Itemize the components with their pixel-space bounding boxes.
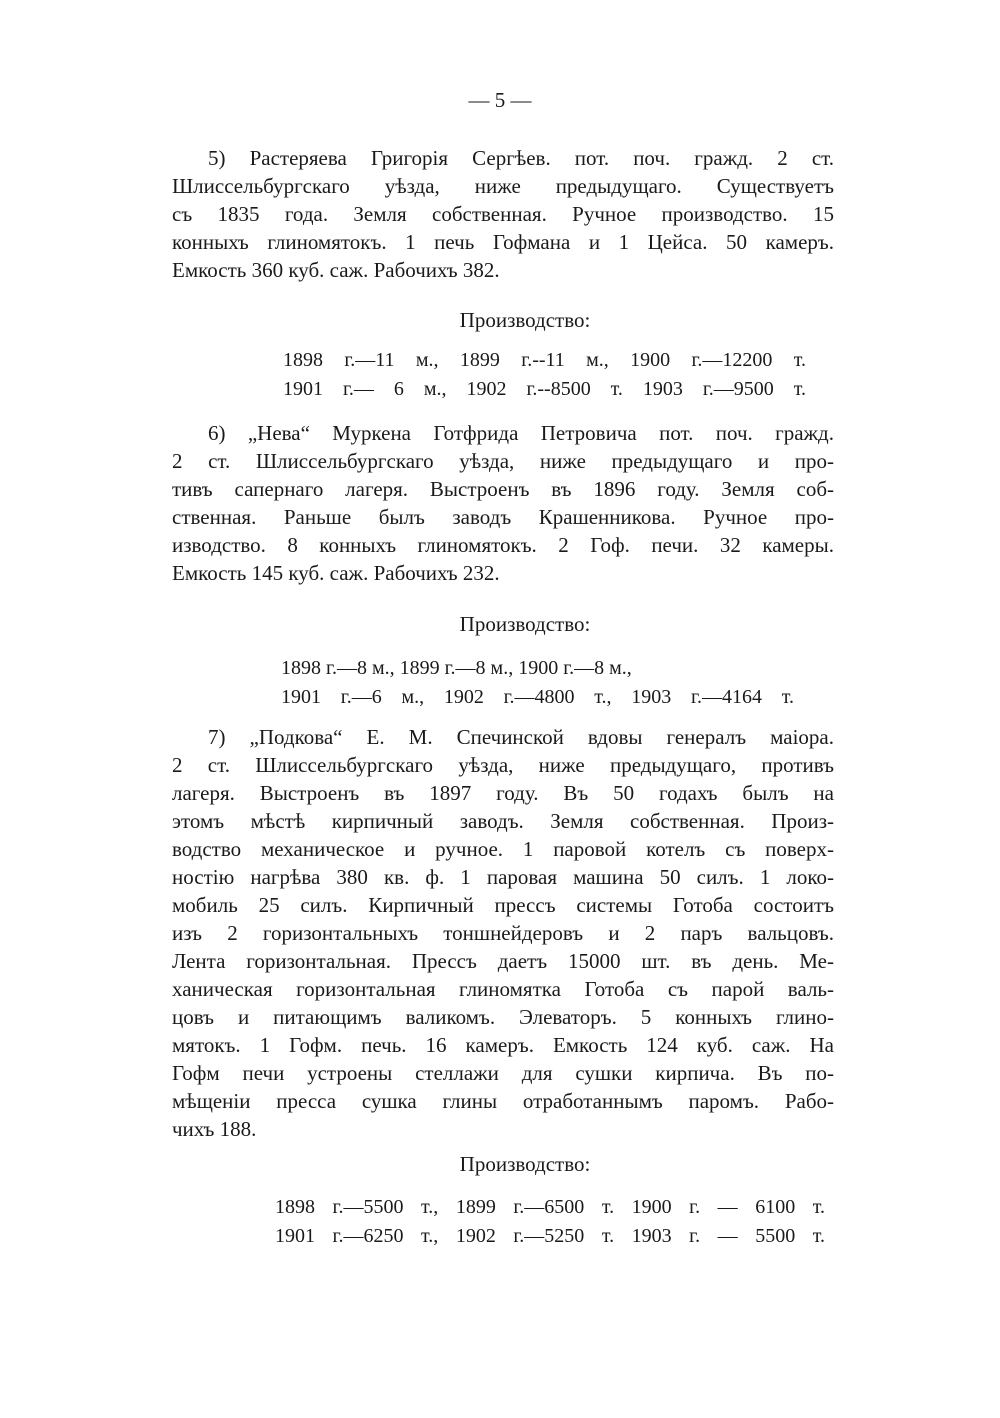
entry-5-paragraph <box>172 144 834 284</box>
production-line: 1901 г.—6 м., 1902 г.—4800 т., 1903 г.—4164 т. <box>281 686 794 708</box>
text-line: Лента горизонтальная. Прессъ даетъ 15000 шт. въ день. Ме- <box>172 949 834 973</box>
entry-6-paragraph <box>172 419 834 587</box>
text-line: тивъ сапернаго лагеря. Выстроенъ въ 1896 году. Земля соб- <box>172 477 834 501</box>
entry-7-paragraph <box>172 723 834 1143</box>
text-line: 5) Растеряева Григорія Сергѣев. пот. поч. гражд. 2 ст. <box>208 146 834 170</box>
production-heading: Производство: <box>459 612 591 636</box>
text-line: этомъ мѣстѣ кирпичный заводъ. Земля собственная. Произ- <box>172 809 834 833</box>
text-line: водство механическое и ручное. 1 паровой котелъ съ поверх- <box>172 837 834 861</box>
production-line: 1898 г.—11 м., 1899 г.--11 м., 1900 г.—12200 т. <box>283 349 806 371</box>
text-line: изъ 2 горизонтальныхъ тоншнейдеровъ и 2 паръ вальцовъ. <box>172 921 834 945</box>
production-figures <box>283 346 806 404</box>
production-figures <box>281 654 794 712</box>
text-line: Емкость 145 куб. саж. Рабочихъ 232. <box>172 561 500 585</box>
text-line: 7) „Подкова“ Е. М. Спечинской вдовы генералъ маіора. <box>208 725 834 749</box>
text-line: лагеря. Выстроенъ въ 1897 году. Въ 50 годахъ былъ на <box>172 781 834 805</box>
production-heading: Производство: <box>459 308 591 332</box>
text-line: съ 1835 года. Земля собственная. Ручное производство. 15 <box>172 202 834 226</box>
page-number: — 5 — <box>468 88 532 112</box>
text-line: конныхъ глиномятокъ. 1 печь Гофмана и 1 Цейса. 50 камеръ. <box>172 230 834 254</box>
text-line: мятокъ. 1 Гофм. печь. 16 камеръ. Емкость 124 куб. саж. На <box>172 1033 834 1057</box>
text-line: мѣщеніи пресса сушка глины отработаннымъ паромъ. Рабо- <box>172 1089 834 1113</box>
production-heading: Производство: <box>459 1152 591 1176</box>
text-line: чихъ 188. <box>172 1117 257 1141</box>
text-line: ственная. Раньше былъ заводъ Крашенникова. Ручное про- <box>172 505 834 529</box>
production-line: 1898 г.—5500 т., 1899 г.—6500 т. 1900 г. — 6100 т. <box>275 1196 825 1218</box>
text-line: Емкость 360 куб. саж. Рабочихъ 382. <box>172 258 500 282</box>
text-line: изводство. 8 конныхъ глиномятокъ. 2 Гоф. печи. 32 камеры. <box>172 533 834 557</box>
production-figures <box>275 1193 825 1251</box>
text-line: 2 ст. Шлиссельбургскаго уѣзда, ниже предыдущаго, противъ <box>172 753 834 777</box>
production-line: 1901 г.— 6 м., 1902 г.--8500 т. 1903 г.—9500 т. <box>283 378 806 400</box>
text-line: 2 ст. Шлиссельбургскаго уѣзда, ниже предыдущаго и про- <box>172 449 834 473</box>
text-line: ханическая горизонтальная глиномятка Готоба съ парой валь- <box>172 977 834 1001</box>
production-line: 1901 г.—6250 т., 1902 г.—5250 т. 1903 г. — 5500 т. <box>275 1225 825 1247</box>
production-line: 1898 г.—8 м., 1899 г.—8 м., 1900 г.—8 м., <box>281 657 632 679</box>
text-line: Шлиссельбургскаго уѣзда, ниже предыдущаго. Существуетъ <box>172 174 834 198</box>
text-line: ностію нагрѣва 380 кв. ф. 1 паровая машина 50 силъ. 1 локо- <box>172 865 834 889</box>
text-line: мобиль 25 силъ. Кирпичный прессъ системы Готоба состоитъ <box>172 893 834 917</box>
text-line: Гофм печи устроены стеллажи для сушки кирпича. Въ по- <box>172 1061 834 1085</box>
text-line: 6) „Нева“ Муркена Готфрида Петровича пот. поч. гражд. <box>208 421 834 445</box>
text-line: цовъ и питающимъ валикомъ. Элеваторъ. 5 конныхъ глино- <box>172 1005 834 1029</box>
